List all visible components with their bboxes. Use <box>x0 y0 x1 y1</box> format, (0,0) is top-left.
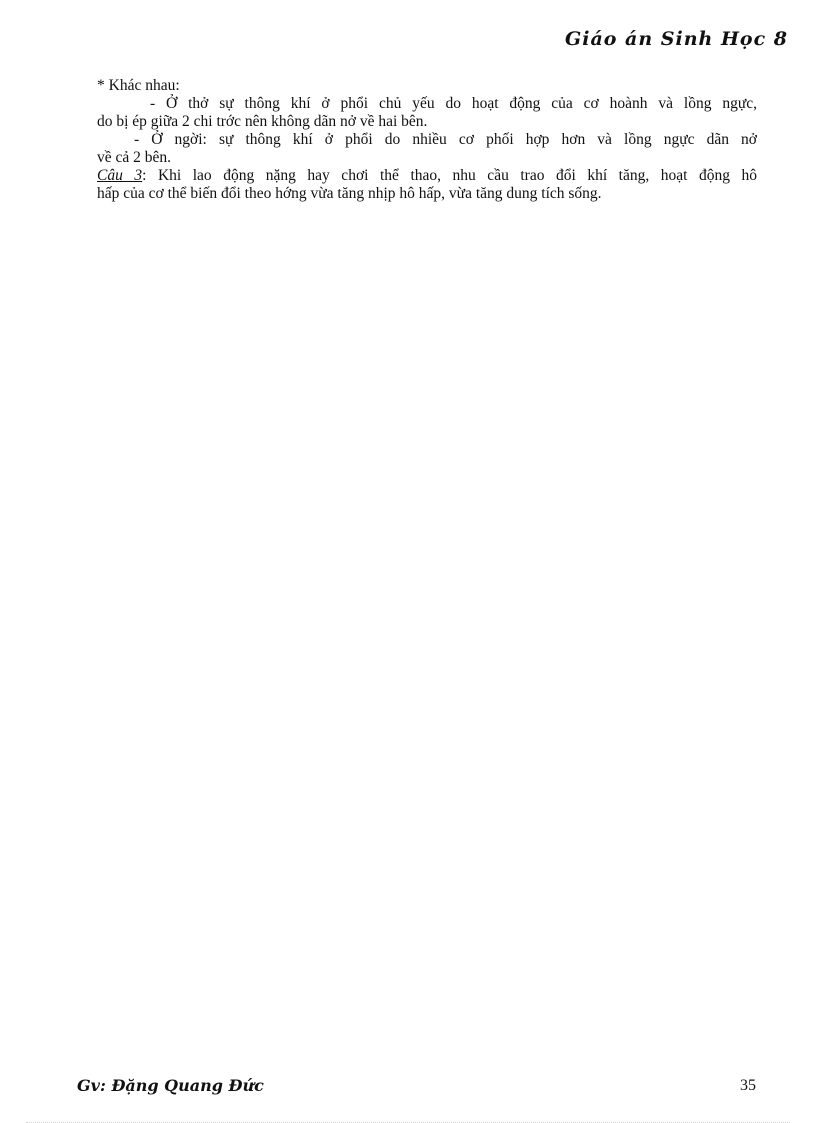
paragraph-question-3 <box>97 167 757 203</box>
footer-teacher-name: Gv: Đặng Quang Đức <box>77 1076 264 1095</box>
section-label <box>97 77 757 95</box>
document-body <box>97 77 757 203</box>
page-number: 35 <box>740 1077 756 1094</box>
page-header-title: Giáo án Sinh Học 8 <box>565 28 788 50</box>
section-label-text: * Khác nhau: <box>97 77 180 94</box>
paragraph-animal <box>97 95 757 131</box>
paragraph-human <box>97 131 757 167</box>
question-3-label: Câu 3 <box>97 167 143 184</box>
question-3-line-1 <box>97 167 757 185</box>
paragraph-human-line-2: về cả 2 bên. <box>97 149 172 166</box>
question-3-text-1: : Khi lao động nặng hay chơi thể thao, nhu cầu trao đổi khí tăng, hoạt động hô <box>142 167 757 184</box>
question-3-line-2: hấp của cơ thể biến đổi theo hớng vừa tăng nhịp hô hấp, vừa tăng dung tích sống. <box>97 185 602 202</box>
paragraph-animal-line-2: do bị ép giữa 2 chi trớc nên không dãn nở về hai bên. <box>97 113 428 130</box>
paragraph-animal-line-1: - Ở thở sự thông khí ở phổi chủ yếu do hoạt động của cơ hoành và lồng ngực, <box>150 95 757 112</box>
paragraph-human-line-1: - Ở ngời: sự thông khí ở phổi do nhiều cơ phối hợp hơn và lồng ngực dãn nở <box>134 131 757 148</box>
